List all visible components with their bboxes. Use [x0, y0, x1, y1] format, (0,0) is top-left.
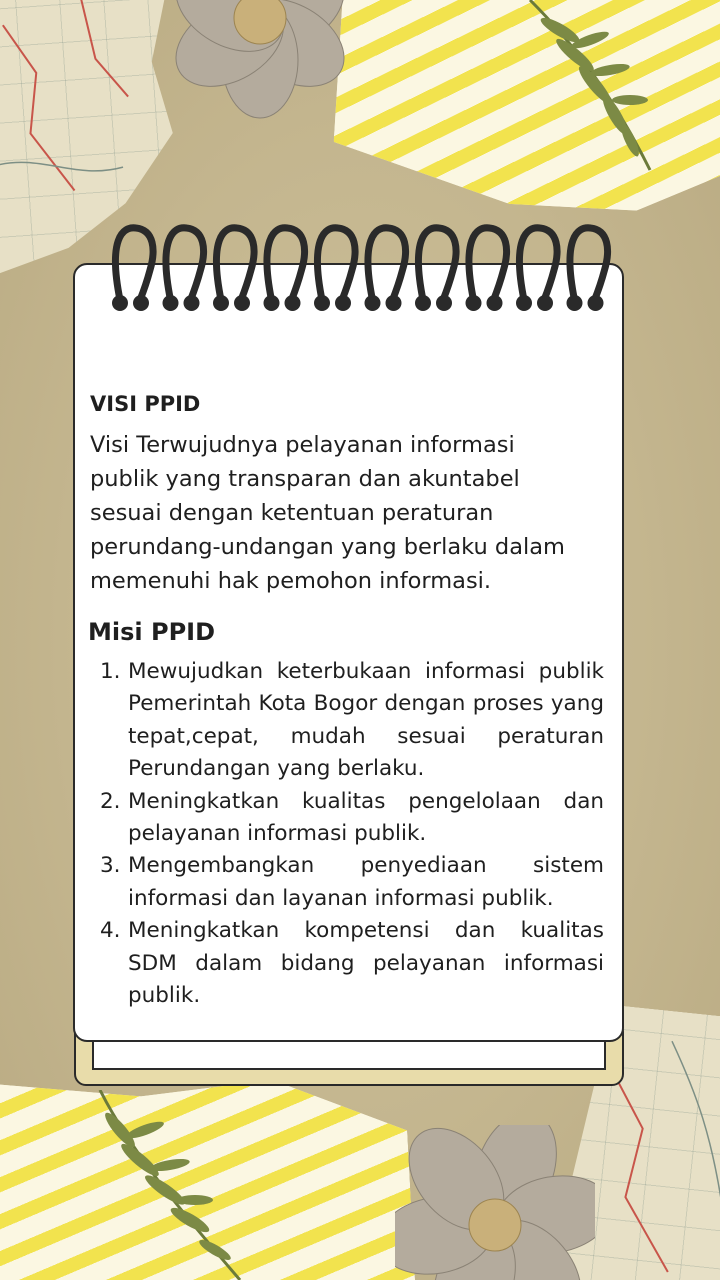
misi-item-number: 1. [100, 659, 121, 684]
fern-leaf-icon [90, 1090, 250, 1280]
misi-item [100, 915, 604, 1012]
visi-title: VISI PPID [90, 392, 201, 416]
misi-item-text: Meningkatkan kompetensi dan kualitas SDM dalam bidang pelayanan informasi publik. [128, 918, 604, 1009]
stone-flower-icon [395, 1125, 595, 1280]
misi-item-text: Meningkatkan kualitas pengelolaan dan pelayanan informasi publik. [128, 788, 604, 847]
misi-item [100, 656, 604, 786]
stone-flower-icon-top [160, 0, 360, 130]
misi-list [100, 656, 604, 1012]
misi-item-text: Mengembangkan penyediaan sistem informasi dan layanan informasi publik. [128, 853, 604, 911]
misi-item-number: 2. [100, 788, 121, 814]
stone-flower-icon [160, 0, 360, 130]
fern-leaf-icon-bottom [90, 1090, 250, 1280]
misi-item-number: 3. [100, 853, 121, 879]
misi-item [100, 786, 604, 851]
misi-item-number: 4. [100, 918, 121, 944]
visi-body: Visi Terwujudnya pelayanan informasi publik yang transparan dan akuntabel sesuai dengan ketentuan peraturan perundang-undangan yang berlaku dalam memenuhi hak pemohon informasi. [90, 432, 565, 594]
fern-leaf-icon [520, 0, 670, 185]
misi-item-text: Mewujudkan keterbukaan informasi publik Pemerintah Kota Bogor dengan proses yang tepat,cepat, mudah sesuai peraturan Perundangan yang berlaku. [128, 659, 604, 782]
misi-title: Misi PPID [88, 618, 216, 646]
misi-item [100, 850, 604, 915]
stone-flower-icon-bottom [395, 1125, 595, 1280]
fern-leaf-icon-top [520, 0, 670, 180]
